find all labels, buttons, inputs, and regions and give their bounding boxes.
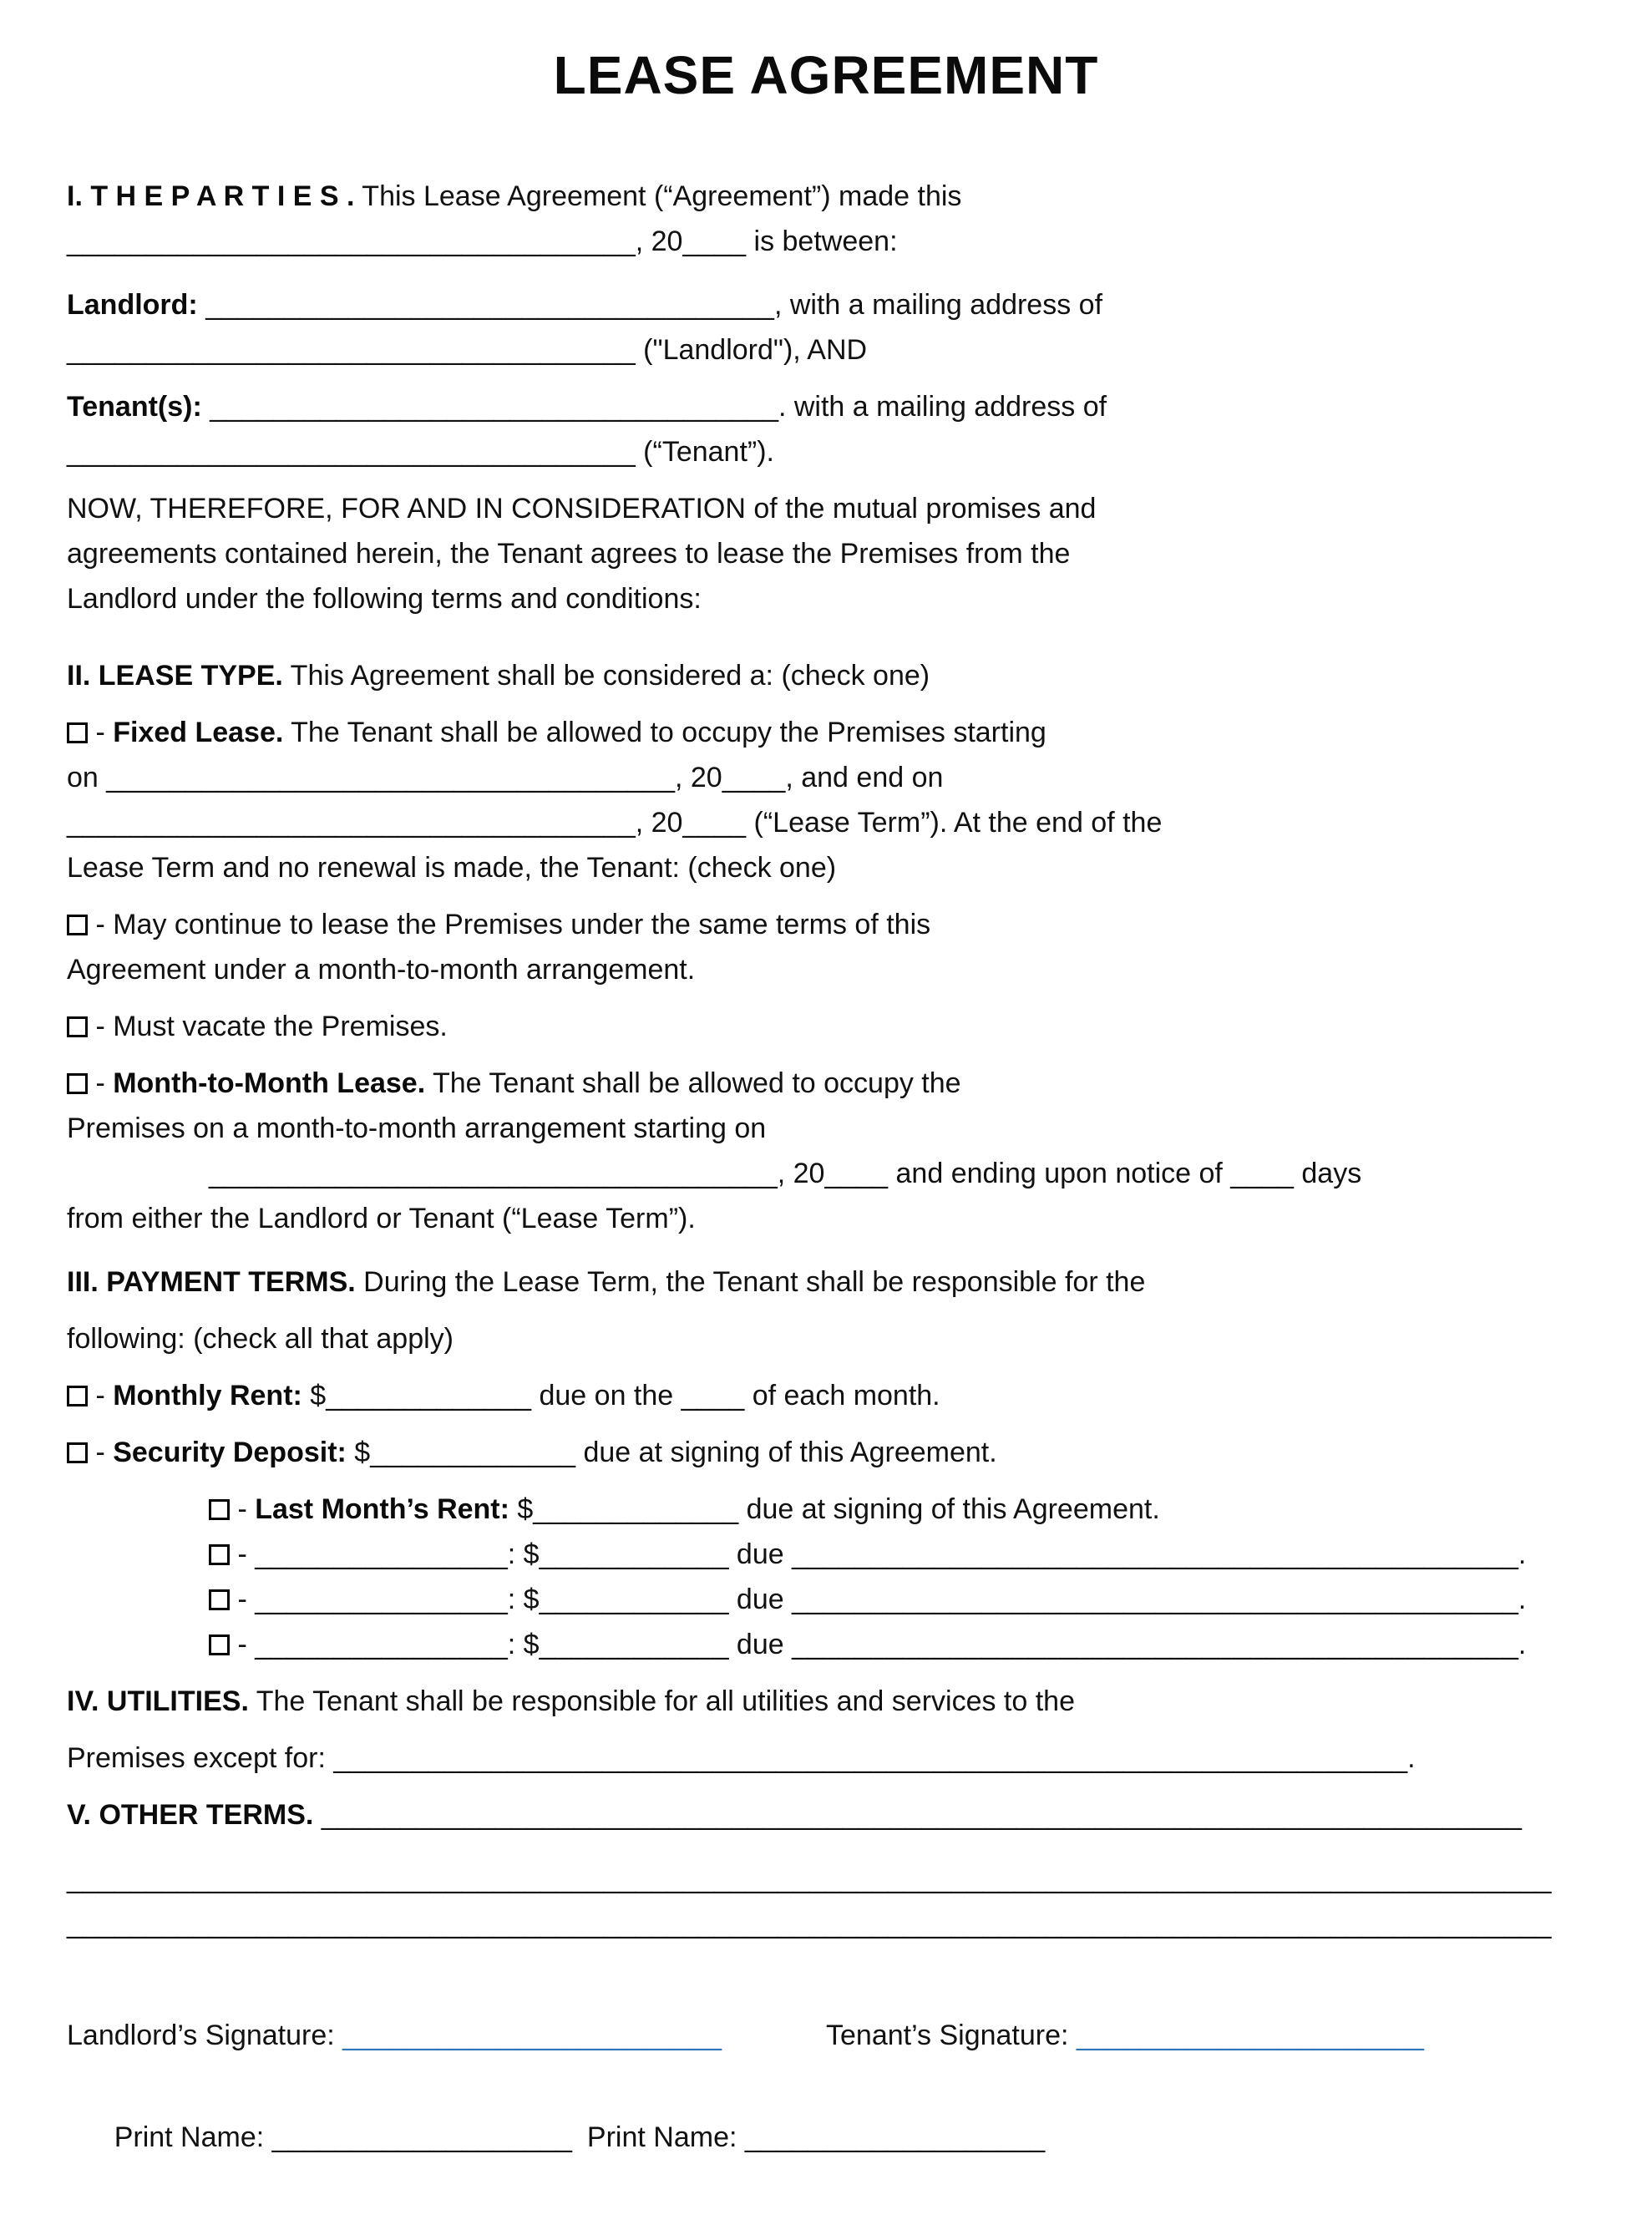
landlord-signature-line[interactable]: ________________________ <box>342 2020 722 2051</box>
tenant-line2: ____________________________________ (“Tenant”). <box>67 436 774 468</box>
month-to-month-line1 <box>67 1061 1585 1106</box>
fixed-lease-line2: on ____________________________________, 20____, and end on <box>67 762 944 793</box>
security-deposit-text: $_____________ due at signing of this Agreement. <box>346 1437 997 1468</box>
landlord-signature-block <box>67 2013 826 2058</box>
tenant-label: Tenant(s): <box>67 391 202 423</box>
dash-separator: - <box>88 717 114 748</box>
consideration-line3: Landlord under the following terms and conditions: <box>67 583 702 615</box>
other-terms-heading-line <box>67 1792 1585 1837</box>
other-terms-blank-1: ____________________________________________________________________________ <box>313 1799 1522 1831</box>
tenant-name-blank: ____________________________________. with a mailing address of <box>201 391 1107 423</box>
section-other-terms <box>67 1792 1585 1946</box>
month-to-month-label: Month-to-Month Lease. <box>113 1067 426 1099</box>
fixed-lease-checkbox[interactable] <box>67 722 88 743</box>
custom-fee-text: - ________________: $____________ due ______________________________________________. <box>230 1584 1527 1615</box>
option-continue-text: - May continue to lease the Premises under the same terms of this <box>88 909 931 940</box>
last-months-rent-checkbox[interactable] <box>209 1499 230 1520</box>
monthly-rent-text: $_____________ due on the ____ of each month. <box>302 1380 940 1411</box>
lease-type-heading-line <box>67 653 1585 698</box>
tenant-print-name-line[interactable]: ___________________ <box>744 2121 1046 2153</box>
utilities-exception-line: Premises except for: ____________________________________________________________________. <box>67 1742 1416 1774</box>
fixed-lease-line4: Lease Term and no renewal is made, the Tenant: (check one) <box>67 852 837 884</box>
tenant-signature-block <box>826 2013 1585 2058</box>
option-continue-line2: Agreement under a month-to-month arrangement. <box>67 954 696 986</box>
utilities-heading: IV. UTILITIES. <box>67 1685 249 1717</box>
custom-fee-checkbox-2[interactable] <box>209 1589 230 1610</box>
custom-fee-checkbox-1[interactable] <box>209 1544 230 1565</box>
security-deposit-label: Security Deposit: <box>113 1437 347 1468</box>
month-to-month-line4: from either the Landlord or Tenant (“Lease Term”). <box>67 1203 696 1234</box>
custom-fee-row-1 <box>67 1532 1585 1577</box>
tenant-print-name-label: Print Name: <box>586 2121 745 2153</box>
parties-intro-line1 <box>67 174 1585 219</box>
fixed-lease-option-line1 <box>67 710 1585 755</box>
dash-separator: - <box>88 1380 114 1411</box>
fixed-lease-text: The Tenant shall be allowed to occupy the Premises starting <box>283 717 1046 748</box>
option-vacate-line <box>67 1004 1585 1049</box>
continue-lease-checkbox[interactable] <box>67 915 88 935</box>
monthly-rent-checkbox[interactable] <box>67 1386 88 1406</box>
lease-type-heading-rest: This Agreement shall be considered a: (check one) <box>282 660 930 692</box>
month-to-month-checkbox[interactable] <box>67 1073 88 1094</box>
monthly-rent-row <box>67 1373 1585 1418</box>
custom-fee-row-3 <box>67 1622 1585 1667</box>
tenant-line1 <box>67 384 1585 429</box>
print-name-row <box>67 2070 1585 2205</box>
section-consideration <box>67 486 1585 621</box>
landlord-name-blank: ____________________________________, with a mailing address of <box>197 289 1103 321</box>
signature-row <box>67 2013 1585 2058</box>
custom-fee-checkbox-3[interactable] <box>209 1634 230 1655</box>
last-months-rent-label: Last Month’s Rent: <box>255 1493 509 1525</box>
month-to-month-date-blank-line: ____________________________________, 20____ and ending upon notice of ____ days <box>209 1158 1362 1189</box>
document-title: LEASE AGREEMENT <box>553 45 1099 105</box>
security-deposit-row <box>67 1430 1585 1475</box>
custom-fee-row-2 <box>67 1577 1585 1622</box>
lease-type-heading: II. LEASE TYPE. <box>67 660 283 692</box>
tenant-signature-label: Tenant’s Signature: <box>826 2020 1077 2051</box>
parties-date-blank-line: ____________________________________, 20____ is between: <box>67 226 898 257</box>
consideration-line2: agreements contained herein, the Tenant agrees to lease the Premises from the <box>67 538 1071 570</box>
section-landlord-tenant <box>67 282 1585 474</box>
landlord-line1 <box>67 282 1585 327</box>
fixed-lease-line3: ____________________________________, 20____ (“Lease Term”). At the end of the <box>67 807 1163 839</box>
utilities-heading-line <box>67 1679 1585 1724</box>
last-months-rent-text: $_____________ due at signing of this Agreement. <box>509 1493 1160 1525</box>
landlord-print-name-line[interactable]: ___________________ <box>271 2121 572 2153</box>
parties-intro-text: This Lease Agreement (“Agreement”) made this <box>354 180 962 212</box>
month-to-month-line2: Premises on a month-to-month arrangement starting on <box>67 1112 767 1144</box>
section-lease-type <box>67 653 1585 1241</box>
vacate-premises-checkbox[interactable] <box>67 1016 88 1037</box>
month-to-month-text: The Tenant shall be allowed to occupy the <box>425 1067 961 1099</box>
option-vacate-text: - Must vacate the Premises. <box>88 1011 448 1042</box>
tenant-signature-line[interactable]: ______________________ <box>1076 2020 1424 2051</box>
last-months-rent-row <box>67 1487 1585 1532</box>
section-parties <box>67 174 1585 264</box>
custom-fee-text: - ________________: $____________ due ______________________________________________. <box>230 1538 1527 1570</box>
dash-separator: - <box>88 1067 114 1099</box>
fixed-lease-label: Fixed Lease. <box>113 717 284 748</box>
payment-heading-line <box>67 1259 1585 1305</box>
section-payment-terms <box>67 1259 1585 1667</box>
section-signatures <box>67 2013 1585 2205</box>
consideration-line1: NOW, THEREFORE, FOR AND IN CONSIDERATION of the mutual promises and <box>67 493 1097 525</box>
landlord-print-name-label: Print Name: <box>114 2121 272 2153</box>
security-deposit-checkbox[interactable] <box>67 1442 88 1463</box>
other-terms-heading: V. OTHER TERMS. <box>67 1799 314 1831</box>
option-continue-line1 <box>67 902 1585 947</box>
utilities-heading-rest: The Tenant shall be responsible for all utilities and services to the <box>248 1685 1075 1717</box>
dash-separator: - <box>88 1437 114 1468</box>
landlord-line2: ____________________________________ ("Landlord"), AND <box>67 334 868 366</box>
payment-heading: III. PAYMENT TERMS. <box>67 1266 356 1298</box>
section-utilities <box>67 1679 1585 1781</box>
other-terms-blank-2: ______________________________________________________________________________________________ <box>67 1863 1552 1894</box>
parties-heading: I. T H E P A R T I E S . <box>67 180 355 212</box>
monthly-rent-label: Monthly Rent: <box>113 1380 302 1411</box>
other-terms-blank-3: ______________________________________________________________________________________________ <box>67 1908 1552 1939</box>
landlord-signature-label: Landlord’s Signature: <box>67 2020 343 2051</box>
custom-fee-text: - ________________: $____________ due ______________________________________________. <box>230 1629 1527 1660</box>
payment-heading-rest: During the Lease Term, the Tenant shall be responsible for the <box>355 1266 1146 1298</box>
landlord-label: Landlord: <box>67 289 198 321</box>
dash-separator: - <box>230 1493 256 1525</box>
payment-apply-line: following: (check all that apply) <box>67 1323 454 1355</box>
